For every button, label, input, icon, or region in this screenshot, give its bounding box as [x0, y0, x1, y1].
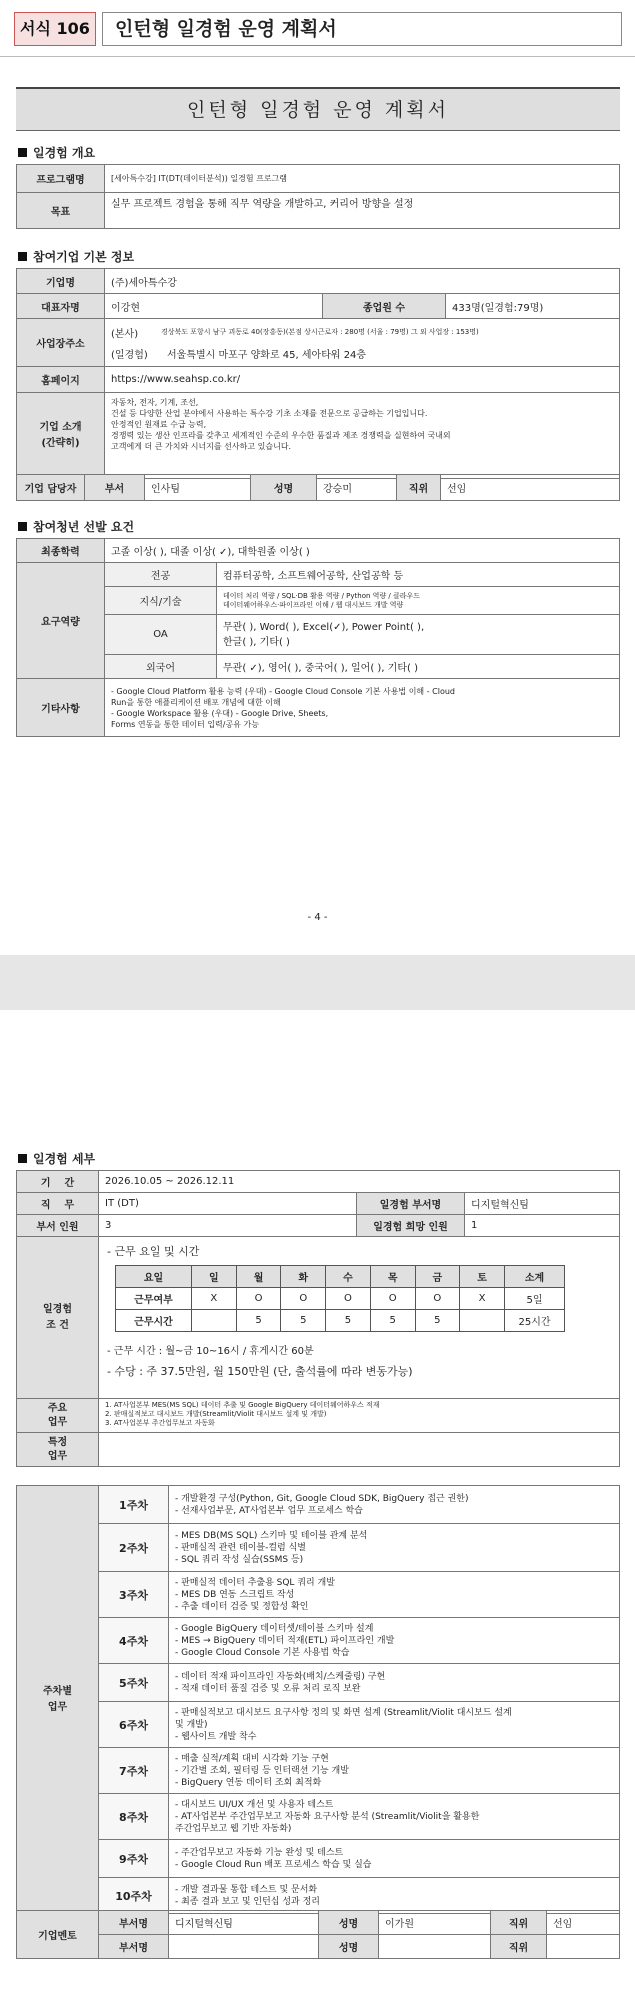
- week-label: 4주차: [99, 1618, 169, 1664]
- week-row: [17, 1572, 620, 1618]
- period: 2026.10.05 ~ 2026.12.11: [99, 1171, 620, 1193]
- schedule-head-cell: 목: [370, 1266, 415, 1288]
- weekly-tasks-table: [16, 1485, 620, 1914]
- form-badge: 서식 106: [14, 12, 96, 46]
- manager-table: [16, 474, 620, 501]
- program-name: [세아특수강] IT(DT(데이터분석)) 일경험 프로그램: [105, 165, 620, 193]
- label-homepage: 홈페이지: [17, 367, 105, 393]
- week-tasks: - 개발 결과물 통합 테스트 및 문서화 - 최종 결과 보고 및 인턴십 성과 정리: [169, 1878, 620, 1914]
- schedule-hours-row: [116, 1310, 565, 1332]
- week-label: 3주차: [99, 1572, 169, 1618]
- address-hq-tag: (본사): [111, 328, 139, 340]
- schedule-cell: 25시간: [505, 1310, 565, 1332]
- week-tasks: - 데이터 적재 파이프라인 자동화(배치/스케줄링) 구현 - 적재 데이터 품질 검증 및 오류 처리 로직 보완: [169, 1664, 620, 1702]
- education-requirement: 고졸 이상( ), 대졸 이상( ✓), 대학원졸 이상( ): [105, 539, 620, 563]
- section-requirements-heading: 참여청년 선발 요건: [18, 518, 134, 535]
- week-row: [17, 1618, 620, 1664]
- label-oa: OA: [105, 615, 217, 655]
- mentor-name: 이가원: [379, 1911, 491, 1935]
- week-row: [17, 1664, 620, 1702]
- schedule-head-cell: 소계: [505, 1266, 565, 1288]
- week-label: 5주차: [99, 1664, 169, 1702]
- label-job: 직 무: [17, 1193, 99, 1215]
- schedule-head-cell: 일: [192, 1266, 237, 1288]
- schedule-cell: [460, 1310, 505, 1332]
- pay: - 수당 : 주 37.5만원, 월 150만원 (단, 출석률에 따라 변동가능): [107, 1365, 413, 1378]
- mentor-position: 선임: [547, 1911, 620, 1935]
- schedule-cell: 5: [281, 1310, 326, 1332]
- label-mentor-dept: 부서명: [99, 1911, 169, 1935]
- week-label: 6주차: [99, 1702, 169, 1748]
- page-1: [0, 0, 635, 955]
- conditions-cell: [99, 1237, 620, 1399]
- week-row: [17, 1524, 620, 1572]
- label-manager: 기업 담당자: [17, 475, 85, 501]
- manager-position: 선임: [441, 475, 620, 501]
- schedule-header-row: [116, 1266, 565, 1288]
- language-requirement: 무관( ✓), 영어( ), 중국어( ), 일어( ), 기타( ): [217, 655, 620, 679]
- etc-requirement: - Google Cloud Platform 활용 능력 (우대) - Google Cloud Console 기본 사용법 이해 - Cloud Run을 통한 애플리케이션 배포 개념에 대한 이해 - Google Workspace 활용 (우대) - Google Drive, Sheets, Forms 연동을 통한 데이터 입력/공유 가능: [105, 679, 620, 737]
- document-title: 인턴형 일경험 운영 계획서: [16, 87, 620, 131]
- schedule-workday-row: [116, 1288, 565, 1310]
- week-tasks: - 대시보드 UI/UX 개선 및 사용자 테스트 - AT사업본부 주간업무보고 자동화 요구사항 분석 (Streamlit/Violit을 활용한 주간업무보고 웹 기반 자동화): [169, 1794, 620, 1840]
- schedule-cell: 근무여부: [116, 1288, 192, 1310]
- label-language: 외국어: [105, 655, 217, 679]
- work-dept: 디지털혁신팀: [465, 1193, 620, 1215]
- page-2: [0, 1010, 635, 1993]
- manager-name: 강승미: [317, 475, 397, 501]
- label-position: 직위: [397, 475, 441, 501]
- schedule-cell: 근무시간: [116, 1310, 192, 1332]
- employee-count: 433명(일경험:79명): [446, 294, 620, 319]
- label-conditions: 일경험 조 건: [17, 1237, 99, 1399]
- label-goal: 목표: [17, 193, 105, 229]
- label-main-tasks: 주요 업무: [17, 1399, 99, 1433]
- label-major: 전공: [105, 563, 217, 587]
- label-intro: 기업 소개 (간략히): [17, 393, 105, 479]
- week-label: 8주차: [99, 1794, 169, 1840]
- week-row: [17, 1794, 620, 1840]
- oa-requirement: 무관( ), Word( ), Excel(✓), Power Point( ), 한글( ), 기타( ): [217, 615, 620, 655]
- schedule-cell: 5일: [505, 1288, 565, 1310]
- schedule-cell: O: [326, 1288, 371, 1310]
- detail-table: [16, 1170, 620, 1467]
- week-tasks: - Google BigQuery 데이터셋/테이블 스키마 설계 - MES → BigQuery 데이터 적재(ETL) 파이프라인 개발 - Google Cloud Console 기본 사용법 학습: [169, 1618, 620, 1664]
- label-dept-staff: 부서 인원: [17, 1215, 99, 1237]
- label-dept: 부서: [85, 475, 145, 501]
- skill-requirement: 데이터 처리 역량 / SQL·DB 활용 역량 / Python 역량 / 클라우드 데이터웨어하우스·파이프라인 이해 / 웹 대시보드 개발 역량: [217, 587, 620, 615]
- label-address: 사업장주소: [17, 319, 105, 367]
- label-mentor-position: 직위: [491, 1911, 547, 1935]
- schedule-cell: X: [460, 1288, 505, 1310]
- page-number: - 4 -: [307, 912, 328, 923]
- company-name: (주)세아특수강: [105, 269, 620, 294]
- week-tasks: - MES DB(MS SQL) 스키마 및 테이블 관계 분석 - 판매실적 관련 테이블-컬럼 식별 - SQL 쿼리 작성 실습(SSMS 등): [169, 1524, 620, 1572]
- schedule-cell: 5: [370, 1310, 415, 1332]
- schedule-title: - 근무 요일 및 시간: [107, 1245, 200, 1258]
- label-name: 성명: [251, 475, 317, 501]
- label-employees: 종업원 수: [323, 294, 446, 319]
- schedule-cell: 5: [236, 1310, 281, 1332]
- week-label: 2주차: [99, 1524, 169, 1572]
- label-period: 기 간: [17, 1171, 99, 1193]
- label-desired-count: 일경험 희망 인원: [357, 1215, 465, 1237]
- homepage-link[interactable]: https://www.seahsp.co.kr/: [105, 367, 620, 393]
- section-detail-heading: 일경험 세부: [18, 1150, 95, 1167]
- mentor2-dept: [169, 1935, 319, 1959]
- schedule-cell: [192, 1310, 237, 1332]
- week-tasks: - 판매실적보고 대시보드 요구사항 정의 및 화면 설계 (Streamlit/Violit 대시보드 설계 및 개발) - 웹사이트 개발 착수: [169, 1702, 620, 1748]
- schedule-head-cell: 월: [236, 1266, 281, 1288]
- job: IT (DT): [99, 1193, 357, 1215]
- company-intro: 자동차, 전자, 기계, 조선, 건설 등 다양한 산업 분야에서 사용하는 특수강 기초 소재를 전문으로 공급하는 기업입니다. 안정적인 원재료 수급 능력, 경쟁력 있는 생산 인프라를 갖추고 세계적인 수준의 우수한 품질과 제조 경쟁력을 실현하여 국내외 고객에게 더 큰 가치와 시너지를 선사하고 있습니다.: [105, 393, 620, 479]
- mentor2-name: [379, 1935, 491, 1959]
- week-tasks: - 주간업무보고 자동화 기능 완성 및 테스트 - Google Cloud Run 배포 프로세스 학습 및 실습: [169, 1840, 620, 1878]
- schedule-table: [115, 1265, 565, 1332]
- address-cell: [105, 319, 620, 367]
- week-label: 7주차: [99, 1748, 169, 1794]
- label-competency: 요구역량: [17, 563, 105, 679]
- address-hq: 경상북도 포항시 남구 괴동로 40(장흥동)(본점 상시근로자 : 280명 (서울 : 79명) 그 외 사업장 : 153명): [161, 327, 479, 336]
- page-gap: [0, 955, 635, 1010]
- label-mentor-name: 성명: [319, 1911, 379, 1935]
- schedule-head-cell: 금: [415, 1266, 460, 1288]
- mentor-table: [16, 1910, 620, 1959]
- special-tasks: [99, 1433, 620, 1467]
- section-overview-heading: 일경험 개요: [18, 144, 95, 161]
- label-etc: 기타사항: [17, 679, 105, 737]
- section-company-heading: 참여기업 기본 정보: [18, 248, 134, 265]
- week-row: [17, 1840, 620, 1878]
- label-mentor2-name: 성명: [319, 1935, 379, 1959]
- bullet-square-icon: [18, 252, 27, 261]
- main-tasks: 1. AT사업본부 MES(MS SQL) 데이터 추출 및 Google BigQuery 데이터웨어하우스 적재 2. 판매실적보고 대시보드 개발(Streamlit/Violit 대시보드 설계 및 개발) 3. AT사업본부 주간업무보고 자동화: [99, 1399, 620, 1433]
- requirements-table: [16, 538, 620, 737]
- schedule-cell: O: [236, 1288, 281, 1310]
- label-mentor2-position: 직위: [491, 1935, 547, 1959]
- week-tasks: - 매출 실적/계획 대비 시각화 기능 구현 - 기간별 조회, 필터링 등 인터랙션 기능 개발 - BigQuery 연동 데이터 조회 최적화: [169, 1748, 620, 1794]
- bullet-square-icon: [18, 522, 27, 531]
- week-tasks: - 개발환경 구성(Python, Git, Google Cloud SDK, BigQuery 접근 권한) - 선재사업부문, AT사업본부 업무 프로세스 학습: [169, 1486, 620, 1524]
- header-title: 인턴형 일경험 운영 계획서: [102, 12, 622, 46]
- address-work: 서울특별시 마포구 양화로 45, 세아타워 24층: [167, 349, 367, 361]
- week-tasks: - 판매실적 데이터 추출용 SQL 쿼리 개발 - MES DB 연동 스크립트 작성 - 추출 데이터 검증 및 정합성 확인: [169, 1572, 620, 1618]
- week-row: [17, 1486, 620, 1524]
- label-company: 기업명: [17, 269, 105, 294]
- week-label: 9주차: [99, 1840, 169, 1878]
- ceo-name: 이강현: [105, 294, 323, 319]
- company-table: [16, 268, 620, 479]
- schedule-cell: X: [192, 1288, 237, 1310]
- label-ceo: 대표자명: [17, 294, 105, 319]
- label-weekly-tasks: 주차별 업무: [17, 1486, 99, 1914]
- bullet-square-icon: [18, 148, 27, 157]
- week-row: [17, 1748, 620, 1794]
- address-work-tag: (일경험): [111, 349, 148, 361]
- dept-staff: 3: [99, 1215, 357, 1237]
- schedule-cell: 5: [326, 1310, 371, 1332]
- work-hours: - 근무 시간 : 월~금 10~16시 / 휴게시간 60분: [107, 1346, 314, 1357]
- schedule-head-cell: 요일: [116, 1266, 192, 1288]
- label-mentor: 기업멘토: [17, 1911, 99, 1959]
- label-education: 최종학력: [17, 539, 105, 563]
- schedule-head-cell: 토: [460, 1266, 505, 1288]
- week-row: [17, 1702, 620, 1748]
- major-requirement: 컴퓨터공학, 소프트웨어공학, 산업공학 등: [217, 563, 620, 587]
- schedule-cell: O: [281, 1288, 326, 1310]
- schedule-cell: O: [370, 1288, 415, 1310]
- schedule-cell: 5: [415, 1310, 460, 1332]
- label-skill: 지식/기술: [105, 587, 217, 615]
- schedule-head-cell: 수: [326, 1266, 371, 1288]
- week-row: [17, 1878, 620, 1914]
- overview-table: [16, 164, 620, 229]
- desired-count: 1: [465, 1215, 620, 1237]
- manager-dept: 인사팀: [145, 475, 251, 501]
- week-label: 1주차: [99, 1486, 169, 1524]
- bullet-square-icon: [18, 1154, 27, 1163]
- goal: 실무 프로젝트 경험을 통해 직무 역량을 개발하고, 커리어 방향을 설정: [105, 193, 620, 229]
- mentor2-position: [547, 1935, 620, 1959]
- mentor-dept: 디지털혁신팀: [169, 1911, 319, 1935]
- schedule-head-cell: 화: [281, 1266, 326, 1288]
- label-mentor2-dept: 부서명: [99, 1935, 169, 1959]
- schedule-cell: O: [415, 1288, 460, 1310]
- label-special-tasks: 특정 업무: [17, 1433, 99, 1467]
- label-work-dept: 일경험 부서명: [357, 1193, 465, 1215]
- label-program: 프로그램명: [17, 165, 105, 193]
- divider: [0, 56, 635, 57]
- week-label: 10주차: [99, 1878, 169, 1914]
